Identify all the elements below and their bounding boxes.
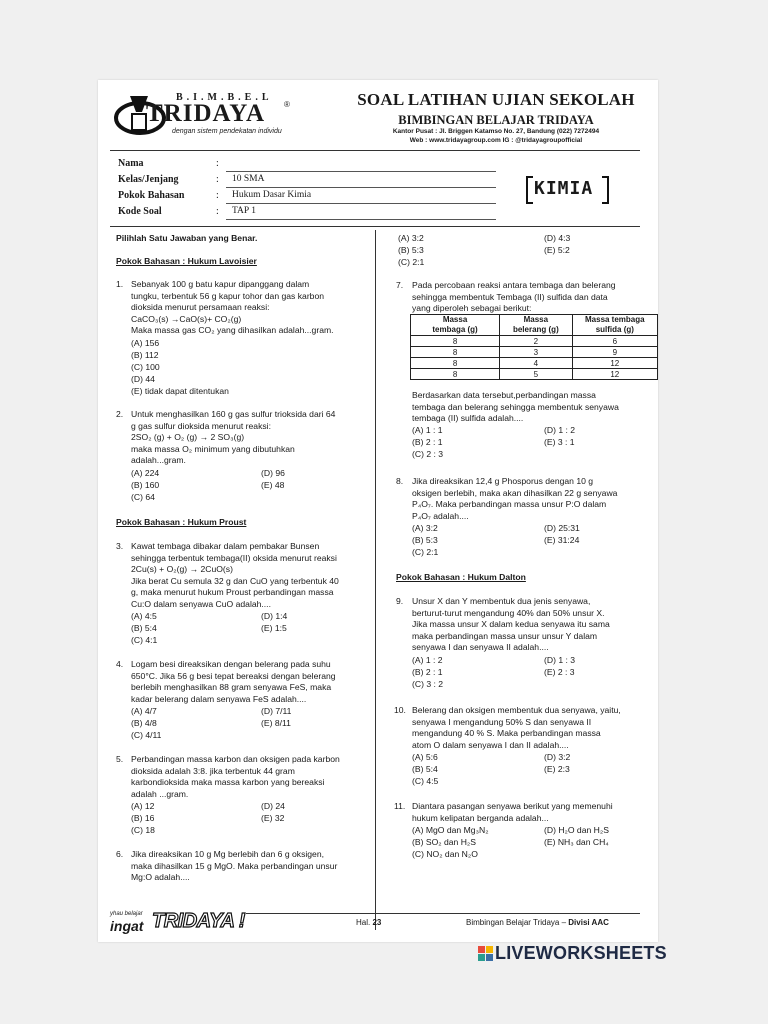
q7-text: sehingga membentuk Tembaga (II) sulfida dan data — [412, 291, 608, 302]
q1-text: CaCO₃(s) →CaO(s)+ CO₂(g) — [131, 313, 242, 324]
q4-option-d[interactable]: (D) 7/11 — [261, 706, 292, 716]
q2-text: g gas sulfur dioksida menurut reaksi: — [131, 420, 271, 431]
q1-number: 1. — [116, 279, 124, 289]
field-kode: TAP 1 — [232, 206, 256, 216]
label-kelas: Kelas/Jenjang — [118, 174, 179, 185]
office-address: Kantor Pusat : Jl. Briggen Katamso No. 27, Bandung (022) 7272494 — [392, 128, 600, 135]
q8-option-b[interactable]: (B) 5:3 — [412, 535, 438, 545]
q4-text: kadar belerang dalam senyawa FeS adalah.... — [131, 693, 307, 704]
q11-option-c[interactable]: (C) NO₂ dan N₂O — [412, 849, 478, 859]
q6-number: 6. — [116, 849, 124, 859]
q7-data-table — [410, 314, 658, 380]
q3-option-d[interactable]: (D) 1:4 — [261, 611, 288, 621]
brand-registered: ® — [284, 100, 290, 109]
q11-number: 11. — [394, 801, 406, 811]
table-row: 8 4 12 — [411, 358, 658, 369]
q1-option-c[interactable]: (C) 100 — [131, 362, 160, 372]
q7-option-d[interactable]: (D) 1 : 2 — [544, 425, 576, 435]
q5-option-b[interactable]: (B) 16 — [131, 813, 155, 823]
q7-text: tembaga (II) sulfida adalah.... — [412, 413, 524, 423]
q1-text: dioksida menurut persamaan reaksi: — [131, 302, 270, 312]
bracket-right — [602, 176, 609, 204]
q1-text: Sebanyak 100 g batu kapur dipanggang dalam — [131, 279, 310, 289]
q1-text: Maka massa gas CO₂ yang dihasilkan adalah...gram. — [131, 325, 334, 335]
q10-number: 10. — [394, 705, 406, 715]
table-header: Massa tembaga sulfida (g) — [572, 315, 657, 336]
bracket-left — [526, 176, 533, 204]
q10-text: mengandung 40 % S. Maka perbandingan massa — [412, 728, 601, 738]
q10-option-d[interactable]: (D) 3:2 — [544, 752, 571, 762]
web-contact: Web : www.tridayagroup.com IG : @tridayagroupofficial — [409, 137, 583, 144]
q11-option-e[interactable]: (E) NH₃ dan CH₄ — [544, 837, 609, 847]
q8-option-c[interactable]: (C) 2:1 — [412, 547, 439, 557]
label-nama: Nama — [118, 158, 144, 169]
q9-text: maka perbandingan massa unsur unsur Y dalam — [412, 630, 598, 641]
q3-number: 3. — [116, 541, 124, 551]
q6-option-b[interactable]: (B) 5:3 — [398, 245, 424, 255]
q7-text: yang diperoleh sebagai berikut: — [412, 303, 532, 313]
subject-badge: KIMIA — [534, 178, 594, 199]
q2-number: 2. — [116, 409, 124, 419]
q2-option-e[interactable]: (E) 48 — [261, 480, 285, 490]
section-dalton: Pokok Bahasan : Hukum Dalton — [396, 572, 526, 582]
q7-text: Pada percobaan reaksi antara tembaga dan belerang — [412, 280, 616, 290]
footer-right: Bimbingan Belajar Tridaya – Divisi AAC — [466, 918, 609, 927]
q5-text: Perbandingan massa karbon dan oksigen pada karbon — [131, 754, 340, 764]
q5-option-e[interactable]: (E) 32 — [261, 813, 285, 823]
footer-divider — [246, 913, 640, 914]
page-subtitle: BIMBINGAN BELAJAR TRIDAYA — [398, 113, 594, 127]
q4-text: berlebih menghasilkan 88 gram senyawa FeS, maka — [131, 682, 332, 692]
q2-text: Untuk menghasilkan 160 g gas sulfur trioksida dari 64 — [131, 409, 336, 419]
colon: : — [216, 174, 219, 185]
q8-option-a[interactable]: (A) 3:2 — [412, 523, 438, 533]
q8-number: 8. — [396, 476, 404, 486]
brand-tagline: dengan sistem pendekatan individu — [172, 128, 282, 135]
q7-option-b[interactable]: (B) 2 : 1 — [412, 437, 443, 447]
q8-option-e[interactable]: (E) 31:24 — [544, 535, 580, 545]
q9-option-d[interactable]: (D) 1 : 3 — [544, 655, 576, 665]
brand-name: TRIDAYA — [146, 100, 266, 127]
footer-division: Divisi AAC — [568, 918, 609, 927]
q6-option-c[interactable]: (C) 2:1 — [398, 257, 425, 267]
q4-option-a[interactable]: (A) 4/7 — [131, 706, 157, 716]
q6-option-d[interactable]: (D) 4:3 — [544, 233, 571, 243]
q4-option-b[interactable]: (B) 4/8 — [131, 718, 157, 728]
table-header-row — [411, 315, 658, 336]
footer-slogan-brand: TRIDAYA ! — [152, 910, 245, 932]
q3-option-e[interactable]: (E) 1:5 — [261, 623, 287, 633]
q2-option-c[interactable]: (C) 64 — [131, 492, 155, 502]
q2-option-d[interactable]: (D) 96 — [261, 468, 285, 478]
q9-option-a[interactable]: (A) 1 : 2 — [412, 655, 443, 665]
q3-text: 2Cu(s) + O₂(g) → 2CuO(s) — [131, 564, 233, 574]
q1-option-e[interactable]: (E) tidak dapat ditentukan — [131, 386, 229, 396]
brand-top: B.I.M.B.E.L — [176, 92, 273, 103]
header-divider — [110, 150, 640, 151]
q3-text: Kawat tembaga dibakar dalam pembakar Bunsen — [131, 541, 320, 551]
q9-number: 9. — [396, 596, 404, 606]
q10-text: atom O dalam senyawa I dan II adalah.... — [412, 739, 569, 750]
q9-option-b[interactable]: (B) 2 : 1 — [412, 667, 443, 677]
field-underline — [226, 219, 496, 220]
label-pokok: Pokok Bahasan — [118, 190, 185, 201]
page-title: SOAL LATIHAN UJIAN SEKOLAH — [357, 90, 635, 109]
field-kelas: 10 SMA — [232, 174, 265, 184]
q10-option-a[interactable]: (A) 5:6 — [412, 752, 438, 762]
form-divider — [110, 226, 640, 227]
q4-text: 650°C. Jika 56 g besi tepat bereaksi dengan belerang — [131, 670, 336, 681]
colon: : — [216, 158, 219, 169]
q5-option-d[interactable]: (D) 24 — [261, 801, 285, 811]
q3-text: Jika berat Cu semula 32 g dan CuO yang terbentuk 40 — [131, 575, 339, 586]
q9-text: senyawa I dan senyawa II adalah.... — [412, 642, 549, 652]
q3-text: g, maka menurut hukum Proust perbandingan massa — [131, 587, 334, 597]
field-underline — [226, 187, 496, 188]
q3-text: Cu:O dalam senyawa CuO adalah.... — [131, 598, 271, 609]
field-underline — [226, 203, 496, 204]
q10-option-b[interactable]: (B) 5:4 — [412, 764, 438, 774]
q6-text: Jika direaksikan 10 g Mg berlebih dan 6 g oksigen, — [131, 849, 324, 859]
q8-text: Jika direaksikan 12,4 g Phosporus dengan 10 g — [412, 476, 594, 486]
q11-text: Diantara pasangan senyawa berikut yang memenuhi — [412, 801, 613, 811]
q5-number: 5. — [116, 754, 124, 764]
q9-text: Unsur X dan Y membentuk dua jenis senyawa, — [412, 596, 591, 606]
q6-option-a[interactable]: (A) 3:2 — [398, 233, 424, 243]
q5-text: adalah ...gram. — [131, 788, 189, 799]
q10-text: senyawa I mengandung 50% S dan senyawa II — [412, 716, 592, 727]
q2-option-a[interactable]: (A) 224 — [131, 468, 160, 478]
q6-option-e[interactable]: (E) 5:2 — [544, 245, 570, 255]
field-pokok: Hukum Dasar Kimia — [232, 190, 312, 200]
colon: : — [216, 206, 219, 217]
q9-text: berturut-turut mengandung 40% dan 50% unsur X. — [412, 607, 605, 618]
column-divider — [375, 230, 376, 930]
q10-option-c[interactable]: (C) 4:5 — [412, 776, 439, 786]
table-row: 8 2 6 — [411, 336, 658, 347]
page-number: 23 — [372, 918, 382, 927]
q3-option-c[interactable]: (C) 4:1 — [131, 635, 158, 645]
q11-option-d[interactable]: (D) H₂O dan H₂S — [544, 825, 609, 835]
q4-text: Logam besi direaksikan dengan belerang pada suhu — [131, 659, 331, 669]
q7-text: tembaga dan belerang sehingga membentuk senyawa — [412, 401, 619, 412]
worksheet-page — [98, 80, 658, 942]
colon: : — [216, 190, 219, 201]
table-header: Massa tembaga (g) — [411, 315, 500, 336]
q2-option-b[interactable]: (B) 160 — [131, 480, 160, 490]
q8-option-d[interactable]: (D) 25:31 — [544, 523, 580, 533]
q10-text: Belerang dan oksigen membentuk dua senyawa, yaitu, — [412, 705, 621, 715]
q2-text: 2SO₂ (g) + O₂ (g) → 2 SO₃(g) — [131, 432, 245, 442]
q5-option-c[interactable]: (C) 18 — [131, 825, 155, 835]
q3-text: sehingga terbentuk tembaga(II) oksida menurut reaksi — [131, 552, 337, 563]
q3-option-b[interactable]: (B) 5:4 — [131, 623, 157, 633]
q8-text: P₄O₇. Maka perbandingan massa unsur P:O dalam — [412, 499, 607, 509]
q1-option-a[interactable]: (A) 156 — [131, 338, 160, 348]
q7-option-e[interactable]: (E) 3 : 1 — [544, 437, 575, 447]
instruction: Pilihlah Satu Jawaban yang Benar. — [116, 233, 258, 243]
table-row: 8 5 12 — [411, 369, 658, 380]
q2-text: maka massa O₂ minimum yang dibutuhkan — [131, 443, 295, 454]
q1-option-d[interactable]: (D) 44 — [131, 374, 155, 384]
q4-option-e[interactable]: (E) 8/11 — [261, 718, 291, 728]
q7-text: Berdasarkan data tersebut,perbandingan massa — [412, 390, 596, 400]
q9-option-e[interactable]: (E) 2 : 3 — [544, 667, 575, 677]
table-row: 8 3 9 — [411, 347, 658, 358]
q5-option-a[interactable]: (A) 12 — [131, 801, 155, 811]
q7-option-c[interactable]: (C) 2 : 3 — [412, 449, 444, 459]
q10-option-e[interactable]: (E) 2:3 — [544, 764, 570, 774]
q5-text: dioksida adalah 3:8. jika terbentuk 44 gram — [131, 765, 295, 776]
q11-option-a[interactable]: (A) MgO dan Mg₃N₂ — [412, 825, 489, 835]
q9-option-c[interactable]: (C) 3 : 2 — [412, 679, 444, 689]
table-header: Massa belerang (g) — [500, 315, 573, 336]
section-proust: Pokok Bahasan : Hukum Proust — [116, 517, 247, 527]
q6-text: maka dihasilkan 15 g MgO. Maka perbandingan unsur — [131, 860, 338, 871]
footer-slogan-word: ingat — [110, 918, 144, 934]
liveworksheets-watermark: LIVEWORKSHEETS — [495, 943, 667, 963]
q1-option-b[interactable]: (B) 112 — [131, 350, 159, 360]
q6-text: Mg:O adalah.... — [131, 872, 190, 882]
label-kode: Kode Soal — [118, 206, 162, 217]
q7-option-a[interactable]: (A) 1 : 1 — [412, 425, 443, 435]
page-label: Hal. 23 — [356, 918, 382, 927]
section-lavoisier: Pokok Bahasan : Hukum Lavoisier — [116, 256, 257, 266]
field-underline — [226, 171, 496, 172]
q4-option-c[interactable]: (C) 4/11 — [131, 730, 162, 740]
q8-text: P₄O₇ adalah.... — [412, 510, 469, 521]
footer-slogan-small: yhau belajar — [110, 911, 143, 917]
q11-option-b[interactable]: (B) SO₂ dan H₂S — [412, 837, 476, 847]
q8-text: oksigen berlebih, maka akan dihasilkan 22 g senyawa — [412, 487, 618, 498]
q5-text: karbondioksida maka massa karbon yang bereaksi — [131, 777, 325, 787]
q4-number: 4. — [116, 659, 124, 669]
q1-text: tungku, terbentuk 56 g kapur tohor dan gas karbon — [131, 290, 325, 301]
q9-text: Jika massa unsur X dalam kedua senyawa itu sama — [412, 619, 610, 629]
q2-text: adalah...gram. — [131, 455, 186, 465]
liveworksheets-logo-icon — [478, 946, 494, 962]
q3-option-a[interactable]: (A) 4:5 — [131, 611, 157, 621]
q11-text: hukum kelipatan berganda adalah... — [412, 812, 549, 823]
q7-number: 7. — [396, 280, 404, 290]
